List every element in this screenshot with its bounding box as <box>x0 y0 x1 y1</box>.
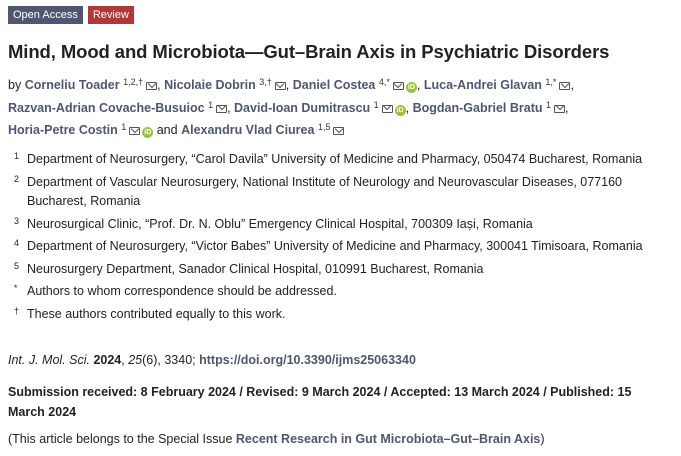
author-link[interactable]: David-Ioan Dumitrascu <box>234 100 371 115</box>
email-icon[interactable] <box>333 127 344 135</box>
and-label: and <box>156 123 178 137</box>
author-affiliation-sup: 3,† <box>259 77 272 87</box>
affiliation-mark: 3 <box>14 215 20 226</box>
author-link[interactable]: Corneliu Toader <box>24 78 120 92</box>
affiliation-item <box>8 282 680 302</box>
affiliation-mark: 4 <box>14 238 20 248</box>
affiliation-text: Department of Neurosurgery, “Carol Davila” University of Medicine and Pharmacy, 050474 Bucharest, Romania <box>27 152 643 166</box>
email-icon[interactable] <box>129 127 140 135</box>
author-link[interactable]: Horia-Petre Costin <box>8 123 118 137</box>
affiliation-item <box>8 260 680 280</box>
affiliation-item <box>8 150 680 170</box>
author-link[interactable]: Alexandru Vlad Ciurea <box>181 123 315 137</box>
journal-name: Int. J. Mol. Sci. <box>8 353 90 367</box>
email-icon[interactable] <box>216 105 227 113</box>
special-issue-suffix: ) <box>540 432 545 446</box>
affiliation-text: Authors to whom correspondence should be addressed. <box>27 284 337 298</box>
author-affiliation-sup: 1 <box>545 99 551 110</box>
publication-dates: Submission received: 8 February 2024 / Revised: 9 March 2024 / Accepted: 13 March 2024 / Published: 15 March 2024 <box>8 385 632 419</box>
open-access-badge[interactable]: Open Access <box>8 6 83 24</box>
email-icon[interactable] <box>554 105 565 113</box>
author-affiliation-sup: 1 <box>208 99 214 110</box>
special-issue-note <box>8 432 545 446</box>
affiliation-mark: 5 <box>14 260 20 271</box>
affiliation-item <box>8 237 680 257</box>
affiliation-text: Neurosurgery Department, Sanador Clinical Hospital, 010991 Bucharest, Romania <box>27 261 484 276</box>
email-icon[interactable] <box>393 82 404 90</box>
affiliation-mark: † <box>14 305 20 316</box>
orcid-icon[interactable]: iD <box>396 106 404 114</box>
author-link[interactable]: Nicolaie Dobrin <box>164 78 256 92</box>
affiliation-text: These authors contributed equally to this work. <box>27 306 286 321</box>
citation-issue-pages: (6), 3340; <box>142 353 196 367</box>
author-link[interactable]: Bogdan-Gabriel Bratu <box>412 100 543 115</box>
author-link[interactable]: Razvan-Adrian Covache-Busuioc <box>8 100 205 115</box>
affiliation-item <box>8 173 680 212</box>
citation-year: 2024 <box>93 353 122 367</box>
email-icon[interactable] <box>382 105 393 113</box>
affiliation-list <box>8 150 680 327</box>
orcid-icon[interactable]: iD <box>407 84 415 91</box>
review-badge[interactable]: Review <box>88 6 134 24</box>
author-affiliation-sup: 1 <box>373 99 379 110</box>
doi-link[interactable]: https://doi.org/10.3390/ijms25063340 <box>199 353 416 367</box>
author-affiliation-sup: 1,* <box>545 77 557 87</box>
affiliation-text: Department of Vascular Neurosurgery, National Institute of Neurology and Neurovascular Diseases, 077160 Bucharest, Romania <box>27 174 622 208</box>
email-icon[interactable] <box>146 82 157 90</box>
affiliation-mark: * <box>14 283 18 293</box>
email-icon[interactable] <box>275 82 286 90</box>
author-list: by Corneliu Toader $^{1,2,\dagger}$ , Nicolaie Dobrin $^{3,\dagger}$ , Daniel Costea $^{4,*}$iD , Luca-Andrei Glavan $^{1,*}$ , Razvan-Adrian Covache-Busuioc $^1$ , David-Ioan Dumitrascu $^1$iD , Bogdan-Gabriel Bratu $^1$ , Horia-Petre Costin $^1$iD and Alexandru Vlad Ciurea $^{1,5}$ <box>8 77 574 137</box>
special-issue-link[interactable]: Recent Research in Gut Microbiota–Gut–Brain Axis <box>235 432 541 446</box>
author-affiliation-sup: 4,* <box>378 77 390 87</box>
author-affiliation-sup: 1,5 <box>317 122 331 132</box>
author-affiliation-sup: 1,2,† <box>123 77 144 87</box>
affiliation-mark: 2 <box>14 173 20 184</box>
affiliation-text: Neurosurgical Clinic, “Prof. Dr. N. Oblu” Emergency Clinical Hospital, 700309 Iași, Romania <box>27 216 533 231</box>
affiliation-item <box>8 305 680 325</box>
citation-volume: 25 <box>128 353 143 367</box>
article-badges <box>8 6 134 24</box>
author-affiliation-sup: 1 <box>121 122 127 132</box>
orcid-icon[interactable]: iD <box>144 129 152 136</box>
special-issue-prefix: (This article belongs to the Special Issue <box>8 432 233 446</box>
affiliation-mark: 1 <box>14 151 20 161</box>
article-title: Mind, Mood and Microbiota—Gut–Brain Axis in Psychiatric Disorders <box>8 41 610 62</box>
author-link[interactable]: Daniel Costea <box>292 78 376 92</box>
email-icon[interactable] <box>559 82 570 90</box>
by-label: by <box>8 78 22 92</box>
affiliation-item <box>8 215 680 235</box>
citation-line: Int. J. Mol. Sci. 2024, 25(6), 3340; https://doi.org/10.3390/ijms25063340 <box>8 353 416 367</box>
author-link[interactable]: Luca-Andrei Glavan <box>423 78 542 92</box>
affiliation-text: Department of Neurosurgery, “Victor Babes” University of Medicine and Pharmacy, 300041 Timisoara, Romania <box>27 239 643 253</box>
